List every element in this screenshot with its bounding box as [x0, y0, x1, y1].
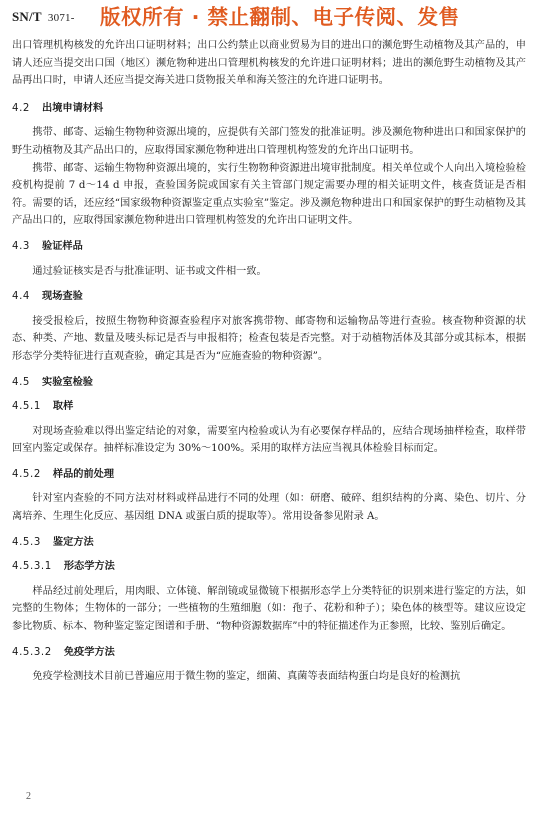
paragraph-4-2-a: 携带、邮寄、运输生物物种资源出境的，应提供有关部门签发的批准证明。涉及濒危物种进出口和国家保护的野生动植物及其产品出口的，应取得国家濒危物种进出口管理机构签发的允许出口证明书。 — [12, 127, 526, 156]
section-number: 4.5 — [12, 376, 31, 388]
section-4-3-heading — [12, 238, 526, 256]
section-4-5-1-heading — [12, 398, 526, 416]
page-number: 2 — [26, 791, 31, 802]
section-number: 4.4 — [12, 291, 31, 303]
paragraph-intro: 出口管理机构核发的允许出口证明材料；出口公约禁止以商业贸易为目的进出口的濒危野生动植物及其产品的，申请人还应当提交出口国（地区）濒危物种进出口管理机构核发的允许进口证明材料；进出的濒危野生动植物及其产品再出口时，申请人还应当提交海关进口货物报关单和海关签注的允许进口证明书。 — [12, 40, 526, 87]
section-number: 4.5.2 — [12, 468, 41, 480]
standard-prefix: SN/T — [12, 9, 42, 24]
section-title: 样品的前处理 — [52, 468, 115, 480]
section-title: 免疫学方法 — [63, 646, 115, 658]
section-number: 4.5.3.2 — [12, 646, 52, 658]
paragraph-4-2-b: 携带、邮寄、运输生物物种资源出境的，实行生物物种资源进出境审批制度。相关单位或个人向出入境检验检疫机构提前 7 d～14 d 申报，查验国务院或国家有关主管部门规定需要办理的相关证明文件，核查货证是否相符。需要的话，还应经“国家级物种资源鉴定重点实验室”鉴定。涉及濒危物种进出口和国家保护的野生动植物及其产品出口的，应取得国家濒危物种进出口管理机构签发的允许出口证明文件。 — [12, 162, 526, 227]
section-title: 出境申请材料 — [42, 102, 104, 114]
section-number: 4.5.3 — [12, 536, 41, 548]
section-title: 实验室检验 — [42, 376, 93, 388]
section-title: 形态学方法 — [63, 561, 115, 573]
paragraph-4-5-1: 对现场查验难以得出鉴定结论的对象，需要室内检验或认为有必要保存样品的，应结合现场抽样检查，取样带回室内鉴定或保存。抽样标准设定为 30%～100%。采用的取样方法应当视具体检验目标而定。 — [12, 425, 526, 455]
paragraph-4-3: 通过验证核实是否与批准证明、证书或文件相一致。 — [32, 265, 267, 277]
document-body — [12, 37, 526, 686]
section-4-4-heading — [12, 288, 526, 306]
paragraph-4-5-3-1: 样品经过前处理后，用肉眼、立体镜、解剖镜或显微镜下根据形态学上分类特征的识别来进行鉴定的方法，如完整的生物体；生物体的一部分；一些植物的生殖细胞（如：孢子、花粉和种子）；染色体的核型等。建议应设定参比物质、标本、物种鉴定鉴定图谱和手册、“物种资源数据库”中的特征描述作为正参照，比较、鉴别后确定。 — [12, 585, 526, 633]
section-number: 4.5.1 — [12, 401, 41, 413]
section-4-5-3-heading — [12, 534, 526, 552]
section-title: 鉴定方法 — [52, 536, 94, 548]
section-title: 现场查验 — [42, 291, 83, 303]
section-title: 验证样品 — [42, 240, 83, 252]
section-4-5-3-1-heading — [12, 558, 526, 576]
section-4-2-heading — [12, 100, 526, 118]
paragraph-4-4: 接受报检后，按照生物物种资源查验程序对旅客携带物、邮寄物和运输物品等进行查验。核查物种资源的状态、种类、产地、数量及唛头标记是否与申报相符；检查包装是否完整。对于动植物活体及其部分或其标本，根据形态学分类特征进行直观查验，确定其是否为“应施查验的物种资源”。 — [12, 315, 526, 362]
copyright-watermark: 版权所有 · 禁止翻制、电子传阅、发售 — [100, 5, 460, 29]
section-number: 4.3 — [12, 240, 31, 252]
section-4-5-3-2-heading — [12, 644, 526, 662]
standard-code — [12, 9, 75, 25]
section-4-5-heading — [12, 374, 526, 392]
section-title: 取样 — [52, 401, 74, 413]
paragraph-4-5-2: 针对室内查验的不同方法对材料或样品进行不同的处理（如：研磨、破碎、组织结构的分离、染色、切片、分离培养、生理生化反应、基因组 DNA 或蛋白质的提取等）。常用设备参见附录 A。 — [12, 493, 526, 523]
paragraph-4-5-3-2: 免疫学检测技术目前已普遍应用于微生物的鉴定，细菌、真菌等表面结构蛋白均是良好的检测抗 — [32, 671, 461, 683]
section-number: 4.5.3.1 — [12, 561, 52, 573]
section-number: 4.2 — [12, 102, 31, 114]
standard-number: 3071- — [47, 12, 75, 24]
section-4-5-2-heading — [12, 466, 526, 484]
